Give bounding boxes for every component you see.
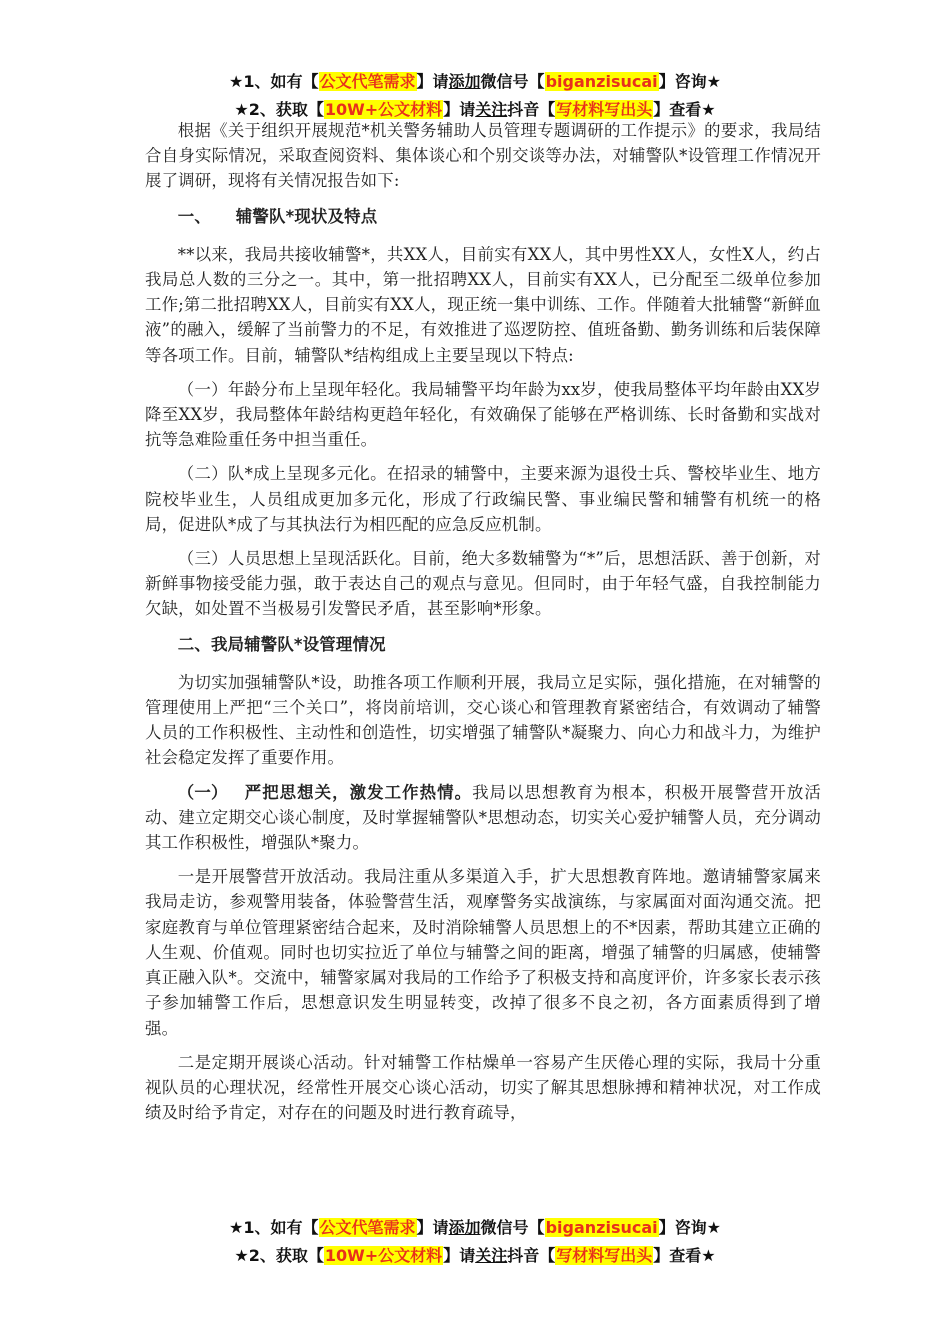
paragraph: （一） 严把思想关，激发工作热情。我局以思想教育为根本，积极开展警营开放活动、建立定期交心谈心制度，及时掌握辅警队*思想动态，切实关心爱护辅警人员，充分调动其工作积极性，增强队*聚力。 (145, 782, 821, 853)
star-icon: ★ (229, 72, 244, 91)
paragraph: 一是开展警营开放活动。我局注重从多渠道入手，扩大思想教育阵地。邀请辅警家属来我局走访，参观警用装备，体验警营生活，观摩警务实战演练，与家属面对面沟通交流。把家庭教育与单位管理紧密结合起来，及时消除辅警人员思想上的不*因素，帮助其建立正确的人生观、价值观。同时也切实拉近了单位与辅警之间的距离，增强了辅警的归属感，使辅警真正融入队*。交流中，辅警家属对我局的工作给予了积极支持和高度评价，许多家长表示孩子参加辅警工作后，思想意识发生明显转变，改掉了很多不良之初，各方面素质得到了增强。 (145, 867, 821, 1038)
paragraph: （一）年龄分布上呈现年轻化。我局辅警平均年龄为xx岁，使我局整体平均年龄由XX岁降至XX岁，我局整体年龄结构更趋年轻化，有效确保了能够在严格训练、长时备勤和实战对抗等急难险重任务中担当重任。 (145, 379, 821, 450)
paragraph: 二是定期开展谈心活动。针对辅警工作枯燥单一容易产生厌倦心理的实际，我局十分重视队员的心理状况，经常性开展交心谈心活动，切实了解其思想脉搏和精神状况，对工作成绩及时给予肯定，对存在的问题及时进行教育疏导， (145, 1052, 821, 1123)
banner-line-2: ★2、获取【10W+公文材料】请关注抖音【写材料写出头】查看★ (234, 100, 716, 119)
section-heading-2: 二、我局辅警队*设管理情况 (177, 634, 386, 654)
highlight-tag: 公文代笔需求 (319, 72, 416, 91)
paragraph: 为切实加强辅警队*设，助推各项工作顺利开展，我局立足实际，强化措施，在对辅警的管理使用上严把“三个关口”，将岗前培训，交心谈心和管理教育紧密结合，有效调动了辅警人员的工作积极性、主动性和创造性，切实增强了辅警队*凝聚力、向心力和战斗力，为维护社会稳定发挥了重要作用。 (145, 672, 821, 768)
document-body (145, 118, 821, 1134)
wechat-id-tag: biganzisucai (545, 1218, 658, 1237)
star-icon: ★ (234, 100, 249, 119)
subsection-lead: 严把思想关，激发工作热情。 (243, 782, 473, 802)
highlight-tag: 公文代笔需求 (319, 1218, 416, 1237)
wechat-id-tag: biganzisucai (545, 72, 658, 91)
bottom-banner (0, 1214, 950, 1270)
top-banner (0, 68, 950, 124)
banner-line-1: ★1、如有【公文代笔需求】请添加微信号【biganzisucai】咨询★ (229, 1218, 721, 1237)
paragraph: （三）人员思想上呈现活跃化。目前，绝大多数辅警为“*”后，思想活跃、善于创新，对新鲜事物接受能力强，敢于表达自己的观点与意见。但同时，由于年轻气盛，自我控制能力欠缺，如处置不当极易引发警民矛盾，甚至影响*形象。 (145, 549, 821, 619)
star-icon: ★ (229, 1218, 244, 1237)
highlight-tag: 10W+公文材料 (324, 1246, 443, 1265)
paragraph: **以来，我局共接收辅警*，共XX人，目前实有XX人，其中男性XX人，女性X人，约占我局总人数的三分之一。其中，第一批招聘XX人，目前实有XX人，已分配至二级单位参加工作;第二批招聘XX人，目前实有XX人，现正统一集中训练、工作。伴随着大批辅警“新鲜血液”的融入，缓解了当前警力的不足，有效推进了巡逻防控、值班备勤、勤务训练和后装保障等各项工作。目前，辅警队*结构组成上主要呈现以下特点: (145, 244, 821, 365)
highlight-tag: 10W+公文材料 (324, 100, 443, 119)
paragraph: （二）队*成上呈现多元化。在招录的辅警中，主要来源为退役士兵、警校毕业生、地方院校毕业生，人员组成更加多元化，形成了行政编民警、事业编民警和辅警有机统一的格局，促进队*成了与其执法行为相匹配的应急反应机制。 (145, 464, 821, 534)
section-heading-1: 一、 辅警队*现状及特点 (177, 206, 378, 226)
intro-paragraph: 根据《关于组织开展规范*机关警务辅助人员管理专题调研的工作提示》的要求，我局结合自身实际情况，采取查阅资料、集体谈心和个别交谈等办法，对辅警队*设管理工作情况开展了调研，现将有关情况报告如下: (145, 121, 821, 191)
douyin-account-tag: 写材料写出头 (556, 100, 653, 119)
douyin-account-tag: 写材料写出头 (556, 1246, 653, 1265)
star-icon: ★ (234, 1246, 249, 1265)
banner-line-1: ★1、如有【公文代笔需求】请添加微信号【biganzisucai】咨询★ (229, 72, 721, 91)
banner-line-2: ★2、获取【10W+公文材料】请关注抖音【写材料写出头】查看★ (234, 1246, 716, 1265)
